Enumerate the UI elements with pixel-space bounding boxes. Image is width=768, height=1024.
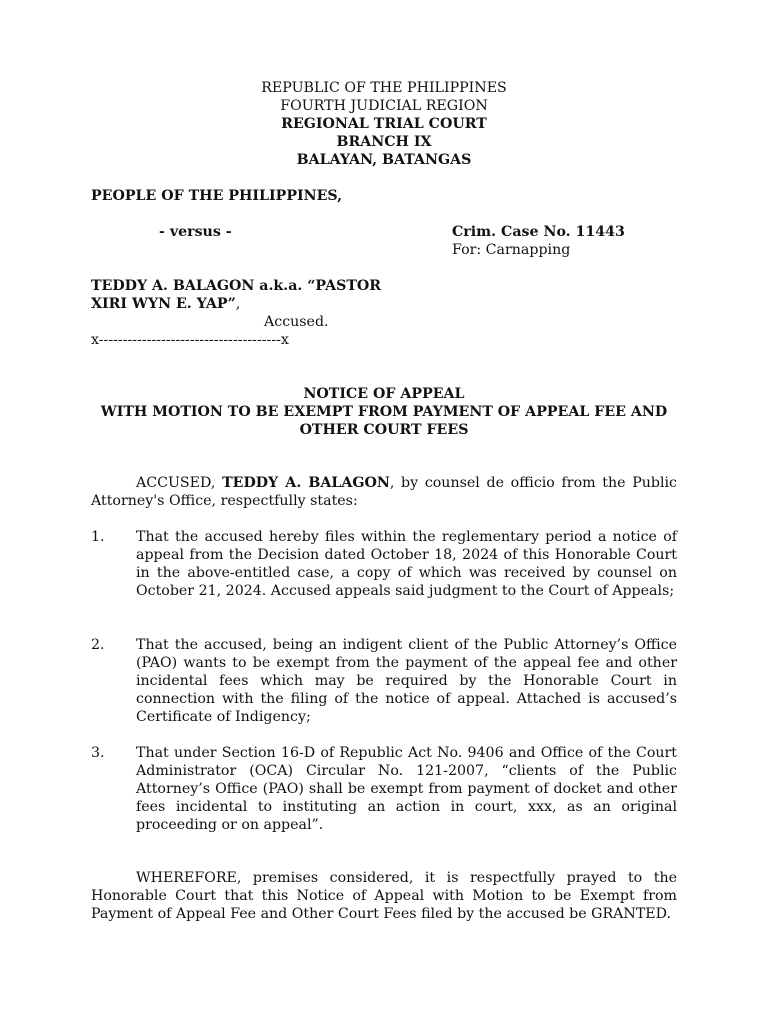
accused-alias-comma: ,: [235, 296, 241, 312]
item-text: That the accused, being an indigent client of the Public Attorney’s Office (PAO) wants to be exempt from the payment of the appeal fee and other incidental fees which may be required by the Honorable Court in connection with the filing of the notice of appeal. Attached is accused’s Certificate of Indigency;: [136, 637, 677, 725]
header-branch: BRANCH IX: [336, 134, 432, 150]
header-court: REGIONAL TRIAL COURT: [281, 116, 487, 132]
header-republic: REPUBLIC OF THE PHILIPPINES: [261, 80, 507, 96]
accused-label: Accused.: [264, 314, 329, 330]
item-text: That the accused hereby files within the reglementary period a notice of appeal from the Decision dated October 18, 2024 of this Honorable Court in the above-entitled case, a copy of which was received by counsel on October 21, 2024. Accused appeals said judgment to the Court of Appeals;: [136, 529, 677, 599]
intro-prefix: ACCUSED,: [136, 475, 223, 491]
intro-paragraph: [91, 474, 677, 510]
item-number: 1.: [91, 529, 105, 545]
header-region: FOURTH JUDICIAL REGION: [280, 98, 488, 114]
plaintiff-name: PEOPLE OF THE PHILIPPINES,: [91, 188, 343, 204]
title-motion-line2: OTHER COURT FEES: [299, 422, 469, 438]
intro-rest: , by counsel de officio from the Public Attorney's Office, respectfully states:: [91, 475, 677, 509]
offense-label: For: Carnapping: [452, 242, 571, 258]
title-motion-line1: WITH MOTION TO BE EXEMPT FROM PAYMENT OF APPEAL FEE AND: [100, 404, 668, 420]
item-number: 2.: [91, 637, 105, 653]
item-number: 3.: [91, 745, 105, 761]
intro-accused-name: TEDDY A. BALAGON: [222, 475, 390, 491]
header-location: BALAYAN, BATANGAS: [296, 152, 472, 168]
caption-divider: x--------------------------------------x: [91, 332, 289, 348]
title-notice: NOTICE OF APPEAL: [303, 386, 465, 402]
versus-label: - versus -: [159, 224, 232, 240]
prayer-paragraph: WHEREFORE, premises considered, it is respectfully prayed to the Honorable Court that this Notice of Appeal with Motion to be Exempt from Payment of Appeal Fee and Other Court Fees filed by the accused be GRANTED.: [91, 870, 677, 922]
case-number: Crim. Case No. 11443: [452, 224, 625, 240]
accused-name-line2: [91, 295, 240, 313]
accused-name-line1: TEDDY A. BALAGON a.k.a. “PASTOR: [91, 278, 382, 294]
item-text: That under Section 16-D of Republic Act No. 9406 and Office of the Court Administrator (OCA) Circular No. 121-2007, “clients of the Public Attorney’s Office (PAO) shall be exempt from payment of docket and other fees incidental to instituting an action in court, xxx, as an original proceeding or on appeal”.: [136, 745, 677, 833]
accused-alias: XIRI WYN E. YAP”: [91, 296, 236, 312]
